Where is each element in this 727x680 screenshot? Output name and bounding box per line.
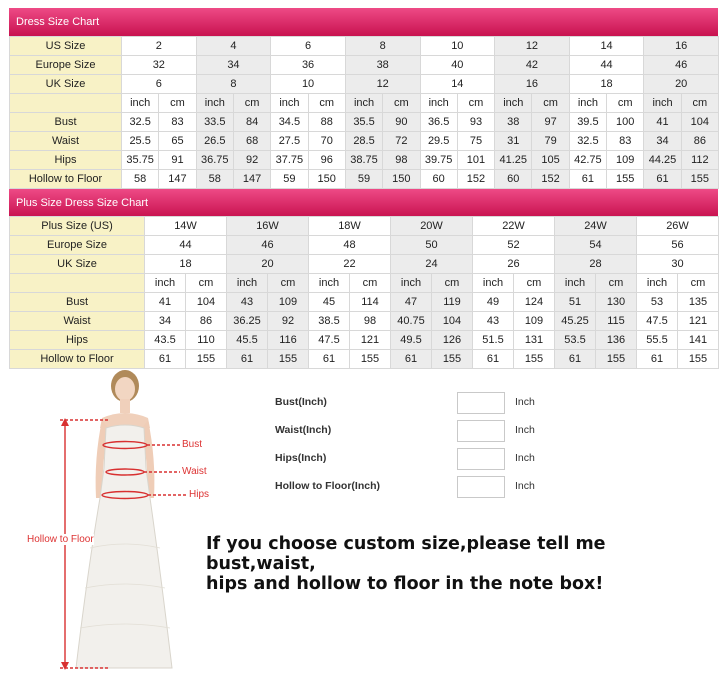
standard-unit-cell: cm xyxy=(457,94,494,113)
standard-unit-cell: inch xyxy=(569,94,606,113)
standard-size-row xyxy=(10,75,719,94)
plus-measure-cell: 114 xyxy=(350,293,391,312)
bust-unit: Inch xyxy=(515,396,535,408)
standard-measure-cell: 39.75 xyxy=(420,151,457,170)
hips-field-row xyxy=(275,448,555,470)
plus-measure-cell: 92 xyxy=(268,312,309,331)
plus-size-cell: 28 xyxy=(555,255,637,274)
plus-measure-cell: 47.5 xyxy=(309,331,350,350)
plus-measure-cell: 51 xyxy=(555,293,596,312)
plus-size-cell: 54 xyxy=(555,236,637,255)
plus-unit-cell: inch xyxy=(145,274,186,293)
plus-size-cell: 26W xyxy=(637,217,719,236)
note-line-2: hips and hollow to floor in the note box! xyxy=(206,574,604,594)
standard-measure-cell: 27.5 xyxy=(271,132,308,151)
standard-measure-cell: 35.5 xyxy=(345,113,382,132)
standard-size-cell: 12 xyxy=(345,75,420,94)
plus-size-cell: 56 xyxy=(637,236,719,255)
plus-measure-cell: 47 xyxy=(391,293,432,312)
plus-size-cell: 22W xyxy=(473,217,555,236)
standard-unit-cell: inch xyxy=(345,94,382,113)
standard-measure-cell: 29.5 xyxy=(420,132,457,151)
plus-measure-cell: 130 xyxy=(596,293,637,312)
hips-unit: Inch xyxy=(515,452,535,464)
standard-unit-cell: cm xyxy=(308,94,345,113)
note-line-1: If you choose custom size,please tell me bust,waist, xyxy=(206,534,606,574)
standard-size-cell: 6 xyxy=(122,75,197,94)
standard-measure-cell: 86 xyxy=(681,132,718,151)
plus-size-cell: 46 xyxy=(227,236,309,255)
plus-size-cell: 22 xyxy=(309,255,391,274)
plus-measure-cell: 126 xyxy=(432,331,473,350)
plus-measure-cell: 131 xyxy=(514,331,555,350)
standard-measure-cell: 32.5 xyxy=(569,132,606,151)
plus-measure-cell: 61 xyxy=(473,350,514,369)
standard-measure-cell: 58 xyxy=(122,170,159,189)
plus-measure-cell: 45.25 xyxy=(555,312,596,331)
standard-measure-cell: 68 xyxy=(233,132,270,151)
custom-size-note xyxy=(206,534,716,594)
hollow-unit: Inch xyxy=(515,480,535,492)
standard-measure-cell: 59 xyxy=(271,170,308,189)
standard-unit-cell: inch xyxy=(196,94,233,113)
standard-measure-cell: 147 xyxy=(233,170,270,189)
plus-measure-cell: 61 xyxy=(637,350,678,369)
plus-measure-cell: 155 xyxy=(350,350,391,369)
standard-measure-label: Hollow to Floor xyxy=(10,170,122,189)
plus-size-cell: 20 xyxy=(227,255,309,274)
plus-unit-cell: inch xyxy=(555,274,596,293)
plus-measure-label: Hips xyxy=(10,331,145,350)
plus-measure-cell: 61 xyxy=(309,350,350,369)
standard-size-cell: 16 xyxy=(644,37,719,56)
plus-measure-cell: 135 xyxy=(678,293,719,312)
standard-measure-cell: 33.5 xyxy=(196,113,233,132)
standard-measure-cell: 155 xyxy=(607,170,644,189)
plus-size-cell: 52 xyxy=(473,236,555,255)
plus-measure-cell: 49.5 xyxy=(391,331,432,350)
waist-field-label: Waist(Inch) xyxy=(275,424,332,436)
plus-unit-cell: inch xyxy=(309,274,350,293)
plus-measure-cell: 34 xyxy=(145,312,186,331)
standard-size-cell: 10 xyxy=(420,37,495,56)
plus-unit-cell: inch xyxy=(391,274,432,293)
plus-measure-cell: 141 xyxy=(678,331,719,350)
hollow-field-label: Hollow to Floor(Inch) xyxy=(275,480,380,492)
standard-measure-cell: 155 xyxy=(681,170,718,189)
standard-measure-cell: 150 xyxy=(308,170,345,189)
standard-unit-cell: cm xyxy=(383,94,420,113)
standard-measure-cell: 58 xyxy=(196,170,233,189)
plus-measure-row xyxy=(10,293,719,312)
standard-measure-cell: 34.5 xyxy=(271,113,308,132)
standard-unit-cell: cm xyxy=(532,94,569,113)
standard-measure-cell: 44.25 xyxy=(644,151,681,170)
standard-measure-cell: 60 xyxy=(495,170,532,189)
standard-unit-cell: cm xyxy=(233,94,270,113)
standard-size-cell: 6 xyxy=(271,37,346,56)
standard-size-cell: 18 xyxy=(569,75,644,94)
standard-row-label: US Size xyxy=(10,37,122,56)
standard-size-cell: 10 xyxy=(271,75,346,94)
plus-size-cell: 16W xyxy=(227,217,309,236)
plus-row-label: UK Size xyxy=(10,255,145,274)
standard-measure-cell: 37.75 xyxy=(271,151,308,170)
standard-size-row xyxy=(10,37,719,56)
standard-measure-label: Bust xyxy=(10,113,122,132)
plus-measure-cell: 110 xyxy=(186,331,227,350)
standard-measure-cell: 59 xyxy=(345,170,382,189)
plus-row-label: Plus Size (US) xyxy=(10,217,145,236)
hollow-to-floor-label: Hollow to Floor xyxy=(27,534,94,545)
standard-size-cell: 40 xyxy=(420,56,495,75)
plus-size-cell: 18 xyxy=(145,255,227,274)
plus-measure-cell: 61 xyxy=(227,350,268,369)
standard-measure-cell: 26.5 xyxy=(196,132,233,151)
standard-size-cell: 8 xyxy=(196,75,271,94)
plus-size-cell: 20W xyxy=(391,217,473,236)
model-neck xyxy=(120,399,130,413)
standard-size-cell: 2 xyxy=(122,37,197,56)
plus-measure-cell: 155 xyxy=(432,350,473,369)
standard-measure-cell: 38.75 xyxy=(345,151,382,170)
hips-input[interactable] xyxy=(457,448,505,470)
standard-unit-cell: inch xyxy=(271,94,308,113)
plus-measure-cell: 61 xyxy=(145,350,186,369)
plus-measure-cell: 53.5 xyxy=(555,331,596,350)
standard-measure-cell: 104 xyxy=(681,113,718,132)
plus-measure-cell: 119 xyxy=(432,293,473,312)
plus-measure-cell: 121 xyxy=(678,312,719,331)
bust-field-label: Bust(Inch) xyxy=(275,396,327,408)
plus-measure-row xyxy=(10,312,719,331)
plus-measure-cell: 116 xyxy=(268,331,309,350)
standard-measure-cell: 152 xyxy=(457,170,494,189)
plus-measure-cell: 49 xyxy=(473,293,514,312)
plus-size-cell: 14W xyxy=(145,217,227,236)
plus-measure-cell: 51.5 xyxy=(473,331,514,350)
standard-measure-cell: 83 xyxy=(159,113,196,132)
standard-measure-cell: 31 xyxy=(495,132,532,151)
plus-size-row xyxy=(10,255,719,274)
plus-measure-cell: 45 xyxy=(309,293,350,312)
standard-measure-cell: 83 xyxy=(607,132,644,151)
standard-measure-cell: 61 xyxy=(569,170,606,189)
plus-unit-cell: cm xyxy=(350,274,391,293)
plus-measure-cell: 43 xyxy=(227,293,268,312)
standard-size-cell: 38 xyxy=(345,56,420,75)
standard-size-cell: 34 xyxy=(196,56,271,75)
plus-unit-row xyxy=(10,274,719,293)
standard-measure-cell: 109 xyxy=(607,151,644,170)
standard-unit-cell: inch xyxy=(644,94,681,113)
dress-size-chart-title: Dress Size Chart xyxy=(9,8,718,36)
plus-measure-row xyxy=(10,350,719,369)
standard-measure-cell: 61 xyxy=(644,170,681,189)
plus-unit-cell: cm xyxy=(596,274,637,293)
standard-measure-cell: 88 xyxy=(308,113,345,132)
plus-measure-cell: 61 xyxy=(391,350,432,369)
standard-measure-cell: 25.5 xyxy=(122,132,159,151)
plus-unit-cell: inch xyxy=(227,274,268,293)
plus-size-cell: 18W xyxy=(309,217,391,236)
standard-measure-cell: 150 xyxy=(383,170,420,189)
plus-measure-cell: 41 xyxy=(145,293,186,312)
plus-size-cell: 26 xyxy=(473,255,555,274)
standard-measure-cell: 105 xyxy=(532,151,569,170)
standard-size-cell: 14 xyxy=(420,75,495,94)
plus-measure-cell: 98 xyxy=(350,312,391,331)
standard-measure-cell: 72 xyxy=(383,132,420,151)
standard-unit-cell: inch xyxy=(122,94,159,113)
plus-unit-cell: inch xyxy=(473,274,514,293)
plus-measure-cell: 86 xyxy=(186,312,227,331)
dress-measurement-illustration xyxy=(10,368,210,676)
plus-measure-cell: 121 xyxy=(350,331,391,350)
standard-measure-cell: 34 xyxy=(644,132,681,151)
plus-size-cell: 48 xyxy=(309,236,391,255)
plus-measure-cell: 45.5 xyxy=(227,331,268,350)
standard-measure-cell: 147 xyxy=(159,170,196,189)
standard-measure-cell: 152 xyxy=(532,170,569,189)
plus-measure-cell: 53 xyxy=(637,293,678,312)
hips-label: Hips xyxy=(189,489,210,500)
standard-size-cell: 46 xyxy=(644,56,719,75)
plus-measure-cell: 47.5 xyxy=(637,312,678,331)
plus-unit-cell: cm xyxy=(514,274,555,293)
standard-measure-cell: 96 xyxy=(308,151,345,170)
standard-measure-cell: 90 xyxy=(383,113,420,132)
plus-unit-cell: cm xyxy=(268,274,309,293)
plus-row-label: Europe Size xyxy=(10,236,145,255)
plus-measure-cell: 61 xyxy=(555,350,596,369)
standard-size-cell: 4 xyxy=(196,37,271,56)
plus-measure-cell: 36.25 xyxy=(227,312,268,331)
standard-measure-cell: 65 xyxy=(159,132,196,151)
standard-measure-cell: 60 xyxy=(420,170,457,189)
plus-measure-cell: 55.5 xyxy=(637,331,678,350)
plus-size-cell: 44 xyxy=(145,236,227,255)
bust-field-row xyxy=(275,392,555,414)
standard-measure-cell: 100 xyxy=(607,113,644,132)
standard-measure-cell: 91 xyxy=(159,151,196,170)
standard-measure-row xyxy=(10,113,719,132)
standard-size-table xyxy=(9,36,719,189)
standard-measure-cell: 97 xyxy=(532,113,569,132)
standard-measure-cell: 101 xyxy=(457,151,494,170)
plus-unit-row-label xyxy=(10,274,145,293)
plus-measure-cell: 155 xyxy=(678,350,719,369)
model-face xyxy=(115,377,135,401)
waist-label: Waist xyxy=(182,466,207,477)
plus-measure-cell: 104 xyxy=(186,293,227,312)
standard-size-cell: 8 xyxy=(345,37,420,56)
plus-measure-label: Hollow to Floor xyxy=(10,350,145,369)
dress-shape xyxy=(76,425,172,668)
bust-input[interactable] xyxy=(457,392,505,414)
plus-measure-cell: 115 xyxy=(596,312,637,331)
standard-measure-cell: 41 xyxy=(644,113,681,132)
standard-measure-cell: 35.75 xyxy=(122,151,159,170)
plus-measure-cell: 155 xyxy=(268,350,309,369)
plus-measure-label: Waist xyxy=(10,312,145,331)
standard-measure-row xyxy=(10,151,719,170)
plus-measure-cell: 109 xyxy=(268,293,309,312)
plus-measure-row xyxy=(10,331,719,350)
standard-measure-cell: 79 xyxy=(532,132,569,151)
standard-measure-cell: 84 xyxy=(233,113,270,132)
standard-unit-cell: inch xyxy=(420,94,457,113)
plus-measure-cell: 155 xyxy=(596,350,637,369)
plus-size-cell: 24 xyxy=(391,255,473,274)
standard-measure-cell: 70 xyxy=(308,132,345,151)
standard-size-cell: 14 xyxy=(569,37,644,56)
hips-field-label: Hips(Inch) xyxy=(275,452,327,464)
standard-row-label: UK Size xyxy=(10,75,122,94)
plus-measure-cell: 109 xyxy=(514,312,555,331)
plus-measure-cell: 155 xyxy=(514,350,555,369)
standard-size-cell: 16 xyxy=(495,75,570,94)
plus-unit-cell: inch xyxy=(637,274,678,293)
plus-size-chart-title: Plus Size Dress Size Chart xyxy=(9,189,718,217)
plus-size-row xyxy=(10,217,719,236)
standard-row-label: Europe Size xyxy=(10,56,122,75)
plus-size-table xyxy=(9,216,719,369)
standard-measure-cell: 41.25 xyxy=(495,151,532,170)
plus-size-row xyxy=(10,236,719,255)
standard-size-cell: 12 xyxy=(495,37,570,56)
plus-measure-cell: 40.75 xyxy=(391,312,432,331)
plus-unit-cell: cm xyxy=(678,274,719,293)
plus-size-cell: 50 xyxy=(391,236,473,255)
bust-label: Bust xyxy=(182,439,203,450)
standard-measure-cell: 39.5 xyxy=(569,113,606,132)
standard-measure-cell: 36.75 xyxy=(196,151,233,170)
standard-measure-cell: 92 xyxy=(233,151,270,170)
waist-unit: Inch xyxy=(515,424,535,436)
standard-measure-cell: 98 xyxy=(383,151,420,170)
plus-unit-cell: cm xyxy=(186,274,227,293)
standard-measure-cell: 93 xyxy=(457,113,494,132)
standard-unit-row-label xyxy=(10,94,122,113)
standard-size-cell: 36 xyxy=(271,56,346,75)
standard-measure-label: Hips xyxy=(10,151,122,170)
standard-size-cell: 44 xyxy=(569,56,644,75)
standard-unit-cell: inch xyxy=(495,94,532,113)
plus-measure-cell: 104 xyxy=(432,312,473,331)
standard-unit-row xyxy=(10,94,719,113)
standard-measure-row xyxy=(10,170,719,189)
standard-size-cell: 20 xyxy=(644,75,719,94)
standard-unit-cell: cm xyxy=(159,94,196,113)
standard-measure-row xyxy=(10,132,719,151)
hollow-input[interactable] xyxy=(457,476,505,498)
plus-measure-cell: 43.5 xyxy=(145,331,186,350)
standard-size-cell: 42 xyxy=(495,56,570,75)
hollow-field-row xyxy=(275,476,555,498)
standard-measure-label: Waist xyxy=(10,132,122,151)
waist-field-row xyxy=(275,420,555,442)
plus-measure-cell: 136 xyxy=(596,331,637,350)
plus-size-cell: 24W xyxy=(555,217,637,236)
standard-measure-cell: 38 xyxy=(495,113,532,132)
standard-measure-cell: 28.5 xyxy=(345,132,382,151)
standard-size-cell: 32 xyxy=(122,56,197,75)
standard-measure-cell: 42.75 xyxy=(569,151,606,170)
plus-size-cell: 30 xyxy=(637,255,719,274)
standard-size-row xyxy=(10,56,719,75)
standard-measure-cell: 112 xyxy=(681,151,718,170)
plus-measure-cell: 124 xyxy=(514,293,555,312)
plus-measure-cell: 155 xyxy=(186,350,227,369)
standard-unit-cell: cm xyxy=(681,94,718,113)
standard-measure-cell: 32.5 xyxy=(122,113,159,132)
standard-measure-cell: 75 xyxy=(457,132,494,151)
plus-measure-label: Bust xyxy=(10,293,145,312)
plus-measure-cell: 38.5 xyxy=(309,312,350,331)
plus-unit-cell: cm xyxy=(432,274,473,293)
waist-input[interactable] xyxy=(457,420,505,442)
plus-measure-cell: 43 xyxy=(473,312,514,331)
standard-unit-cell: cm xyxy=(607,94,644,113)
standard-measure-cell: 36.5 xyxy=(420,113,457,132)
